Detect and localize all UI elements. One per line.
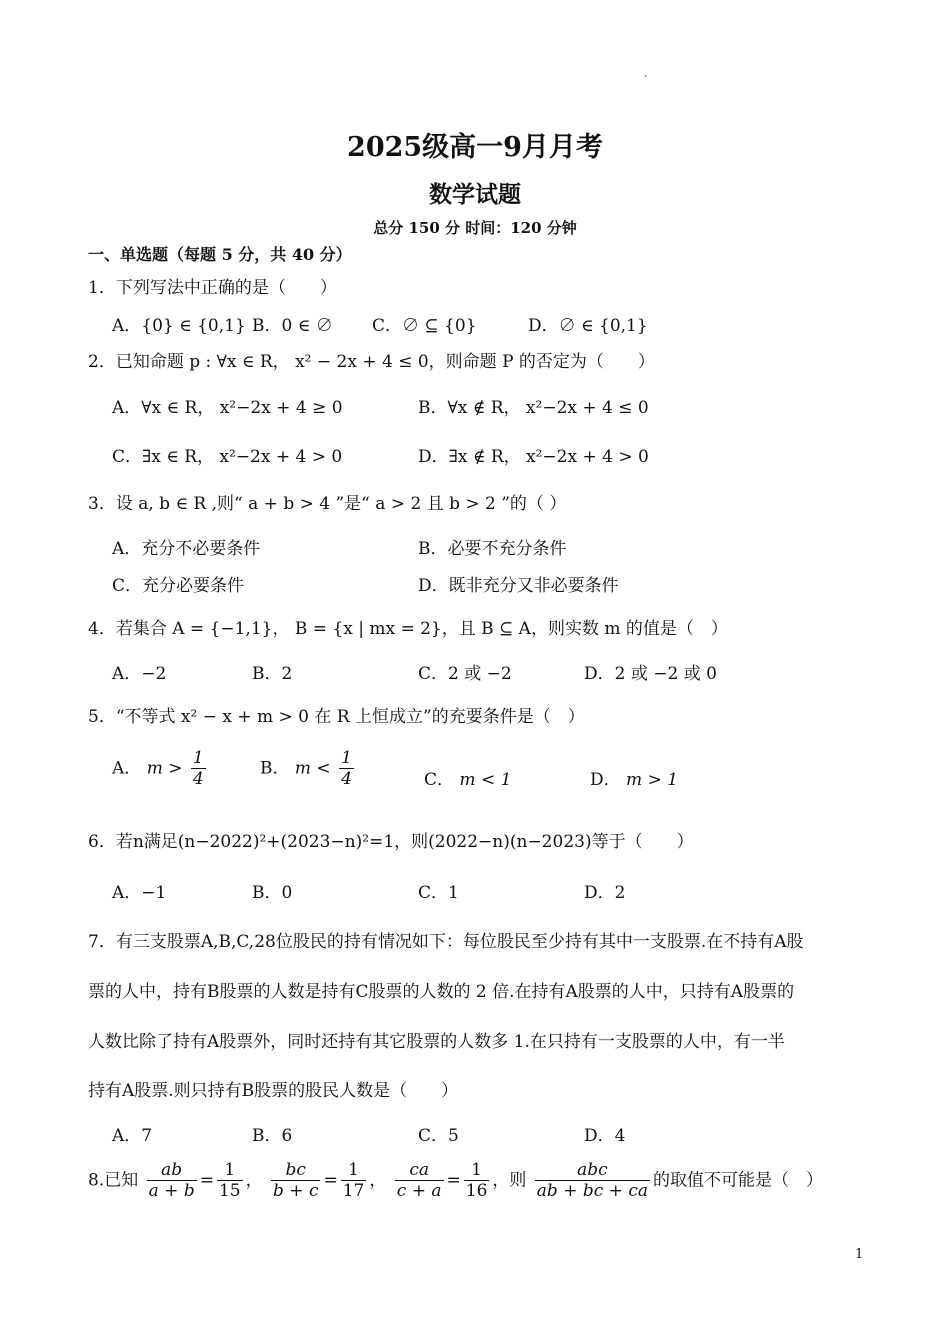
question-7-option-d: D．4 <box>584 1126 626 1146</box>
question-7-option-a: A．7 <box>112 1126 153 1146</box>
question-1-option-a: A．{0} ∈ {0,1} <box>112 316 246 336</box>
fraction-one-quarter <box>191 748 206 790</box>
question-7-option-b: B．6 <box>252 1126 293 1146</box>
option-letter: D． <box>590 770 621 790</box>
option-letter: A． <box>112 758 142 779</box>
question-5-option-d <box>590 765 678 790</box>
question-5-option-b <box>260 748 357 790</box>
question-1-stem: 1．下列写法中正确的是（ ） <box>88 278 337 298</box>
question-3-option-c: C．充分必要条件 <box>112 576 245 596</box>
fraction-numerator: 1 <box>464 1160 490 1181</box>
question-8-stem: 8.已知 $\frac{ab}{a + b}$ = $\frac{1}{15}$ ， $\frac{bc}{b + c}$ = $\frac{1}{17}$ ， $\frac{ca}{c + a}$ = $\frac{1}{16}$ ，则 $\frac{\text{abc}}{ab + bc + ca}$ 的取值不可能是（ ） <box>88 1160 823 1202</box>
fraction-denominator: b + c <box>273 1181 319 1202</box>
question-2-option-d: D．∃x ∉ R， x²−2x + 4 > 0 <box>418 447 649 467</box>
exam-meta: 总分 150 分 时间：120 分钟 <box>373 219 577 237</box>
question-7-line-1: 7．有三支股票A,B,C,28位股民的持有情况如下：每位股民至少持有其中一支股票.在不持有A股 <box>88 932 804 952</box>
question-5-option-c <box>424 765 511 790</box>
page-number: 1 <box>855 1247 864 1262</box>
fraction-denominator: ab + bc + ca <box>536 1181 648 1202</box>
option-lhs: m > <box>146 758 183 779</box>
question-8-then: ，则 <box>492 1170 527 1191</box>
fraction-denominator: 17 <box>342 1181 365 1202</box>
question-6-stem: 6．若n满足(n−2022)²+(2023−n)²=1，则(2022−n)(n−2023)等于（ ） <box>88 832 694 852</box>
question-3-stem: 3．设 a, b ∈ R ,则“ a + b > 4 ”是“ a > 2 且 b > 2 ”的（ ） <box>88 494 567 514</box>
fraction-numerator: ca <box>395 1160 444 1181</box>
question-4-option-a: A．−2 <box>112 664 167 684</box>
question-2-stem: 2．已知命题 p : ∀x ∈ R， x² − 2x + 4 ≤ 0，则命题 P 的否定为（ ） <box>88 352 655 372</box>
question-2-option-c: C．∃x ∈ R， x²−2x + 4 > 0 <box>112 447 343 467</box>
fraction-rhs-1 <box>217 1160 243 1202</box>
option-letter: B． <box>260 758 290 779</box>
scan-dot <box>645 75 647 77</box>
question-1-option-c: C．∅ ⊆ {0} <box>372 316 477 336</box>
fraction-numerator: bc <box>271 1160 320 1181</box>
fraction-one-quarter <box>339 748 354 790</box>
fraction-denominator: 4 <box>192 769 204 790</box>
fraction-numerator: abc <box>535 1160 650 1181</box>
question-3-option-b: B．必要不充分条件 <box>418 539 567 559</box>
fraction-denominator: 4 <box>341 769 352 790</box>
section-heading: 一、单选题（每题 5 分，共 40 分） <box>88 245 352 264</box>
option-value: m < 1 <box>459 770 512 790</box>
question-8-suffix: 的取值不可能是（ ） <box>652 1170 823 1191</box>
question-7-option-c: C．5 <box>418 1126 459 1146</box>
fraction-numerator: ab <box>147 1160 197 1181</box>
question-2-option-b: B．∀x ∉ R， x²−2x + 4 ≤ 0 <box>418 398 649 418</box>
question-5-option-a <box>112 748 209 790</box>
option-lhs: m < <box>294 758 331 779</box>
exam-subtitle: 数学试题 <box>429 181 521 208</box>
fraction-ca <box>395 1160 444 1202</box>
fraction-rhs-3 <box>464 1160 490 1202</box>
question-2-option-a: A．∀x ∈ R， x²−2x + 4 ≥ 0 <box>112 398 343 418</box>
fraction-denominator: c + a <box>396 1181 442 1202</box>
question-6-option-b: B．0 <box>252 883 293 903</box>
fraction-numerator: 1 <box>217 1160 243 1181</box>
fraction-rhs-2 <box>341 1160 367 1202</box>
exam-title: 2025级高一9月月考 <box>347 132 603 163</box>
question-4-stem: 4．若集合 A = {−1,1}， B = {x | mx = 2}，且 B ⊆ A，则实数 m 的值是（ ） <box>88 619 728 639</box>
fraction-ab <box>147 1160 197 1202</box>
question-3-option-d: D．既非充分又非必要条件 <box>418 576 619 596</box>
question-7-line-3: 人数比除了持有A股票外，同时还持有其它股票的人数多 1.在只持有一支股票的人中，有一半 <box>88 1032 785 1052</box>
question-6-option-a: A．−1 <box>112 883 167 903</box>
fraction-denominator: a + b <box>148 1181 195 1202</box>
fraction-bc <box>271 1160 320 1202</box>
question-1-option-d: D．∅ ∈ {0,1} <box>528 316 648 336</box>
question-7-line-2: 票的人中，持有B股票的人数是持有C股票的人数的 2 倍.在持有A股票的人中，只持有A股票的 <box>88 982 795 1002</box>
fraction-denominator: 15 <box>218 1181 241 1202</box>
option-value: m > 1 <box>626 770 679 790</box>
question-7-line-4: 持有A股票.则只持有B股票的股民人数是（ ） <box>88 1081 459 1101</box>
question-4-option-c: C．2 或 −2 <box>418 664 512 684</box>
question-5-stem: 5．“不等式 x² − x + m > 0 在 R 上恒成立”的充要条件是（ ） <box>88 707 585 727</box>
question-6-option-c: C．1 <box>418 883 459 903</box>
question-4-option-d: D．2 或 −2 或 0 <box>584 664 717 684</box>
question-8-prefix: 8.已知 <box>88 1170 139 1191</box>
question-4-option-b: B．2 <box>252 664 293 684</box>
fraction-numerator: 1 <box>341 1160 367 1181</box>
question-6-option-d: D．2 <box>584 883 626 903</box>
fraction-denominator: 16 <box>465 1181 488 1202</box>
fraction-numerator: 1 <box>341 748 352 768</box>
question-1-option-b: B．0 ∈ ∅ <box>252 316 333 336</box>
question-3-option-a: A．充分不必要条件 <box>112 539 261 559</box>
option-letter: C． <box>424 770 455 790</box>
fraction-numerator: 1 <box>192 748 204 768</box>
fraction-abc <box>535 1160 650 1202</box>
